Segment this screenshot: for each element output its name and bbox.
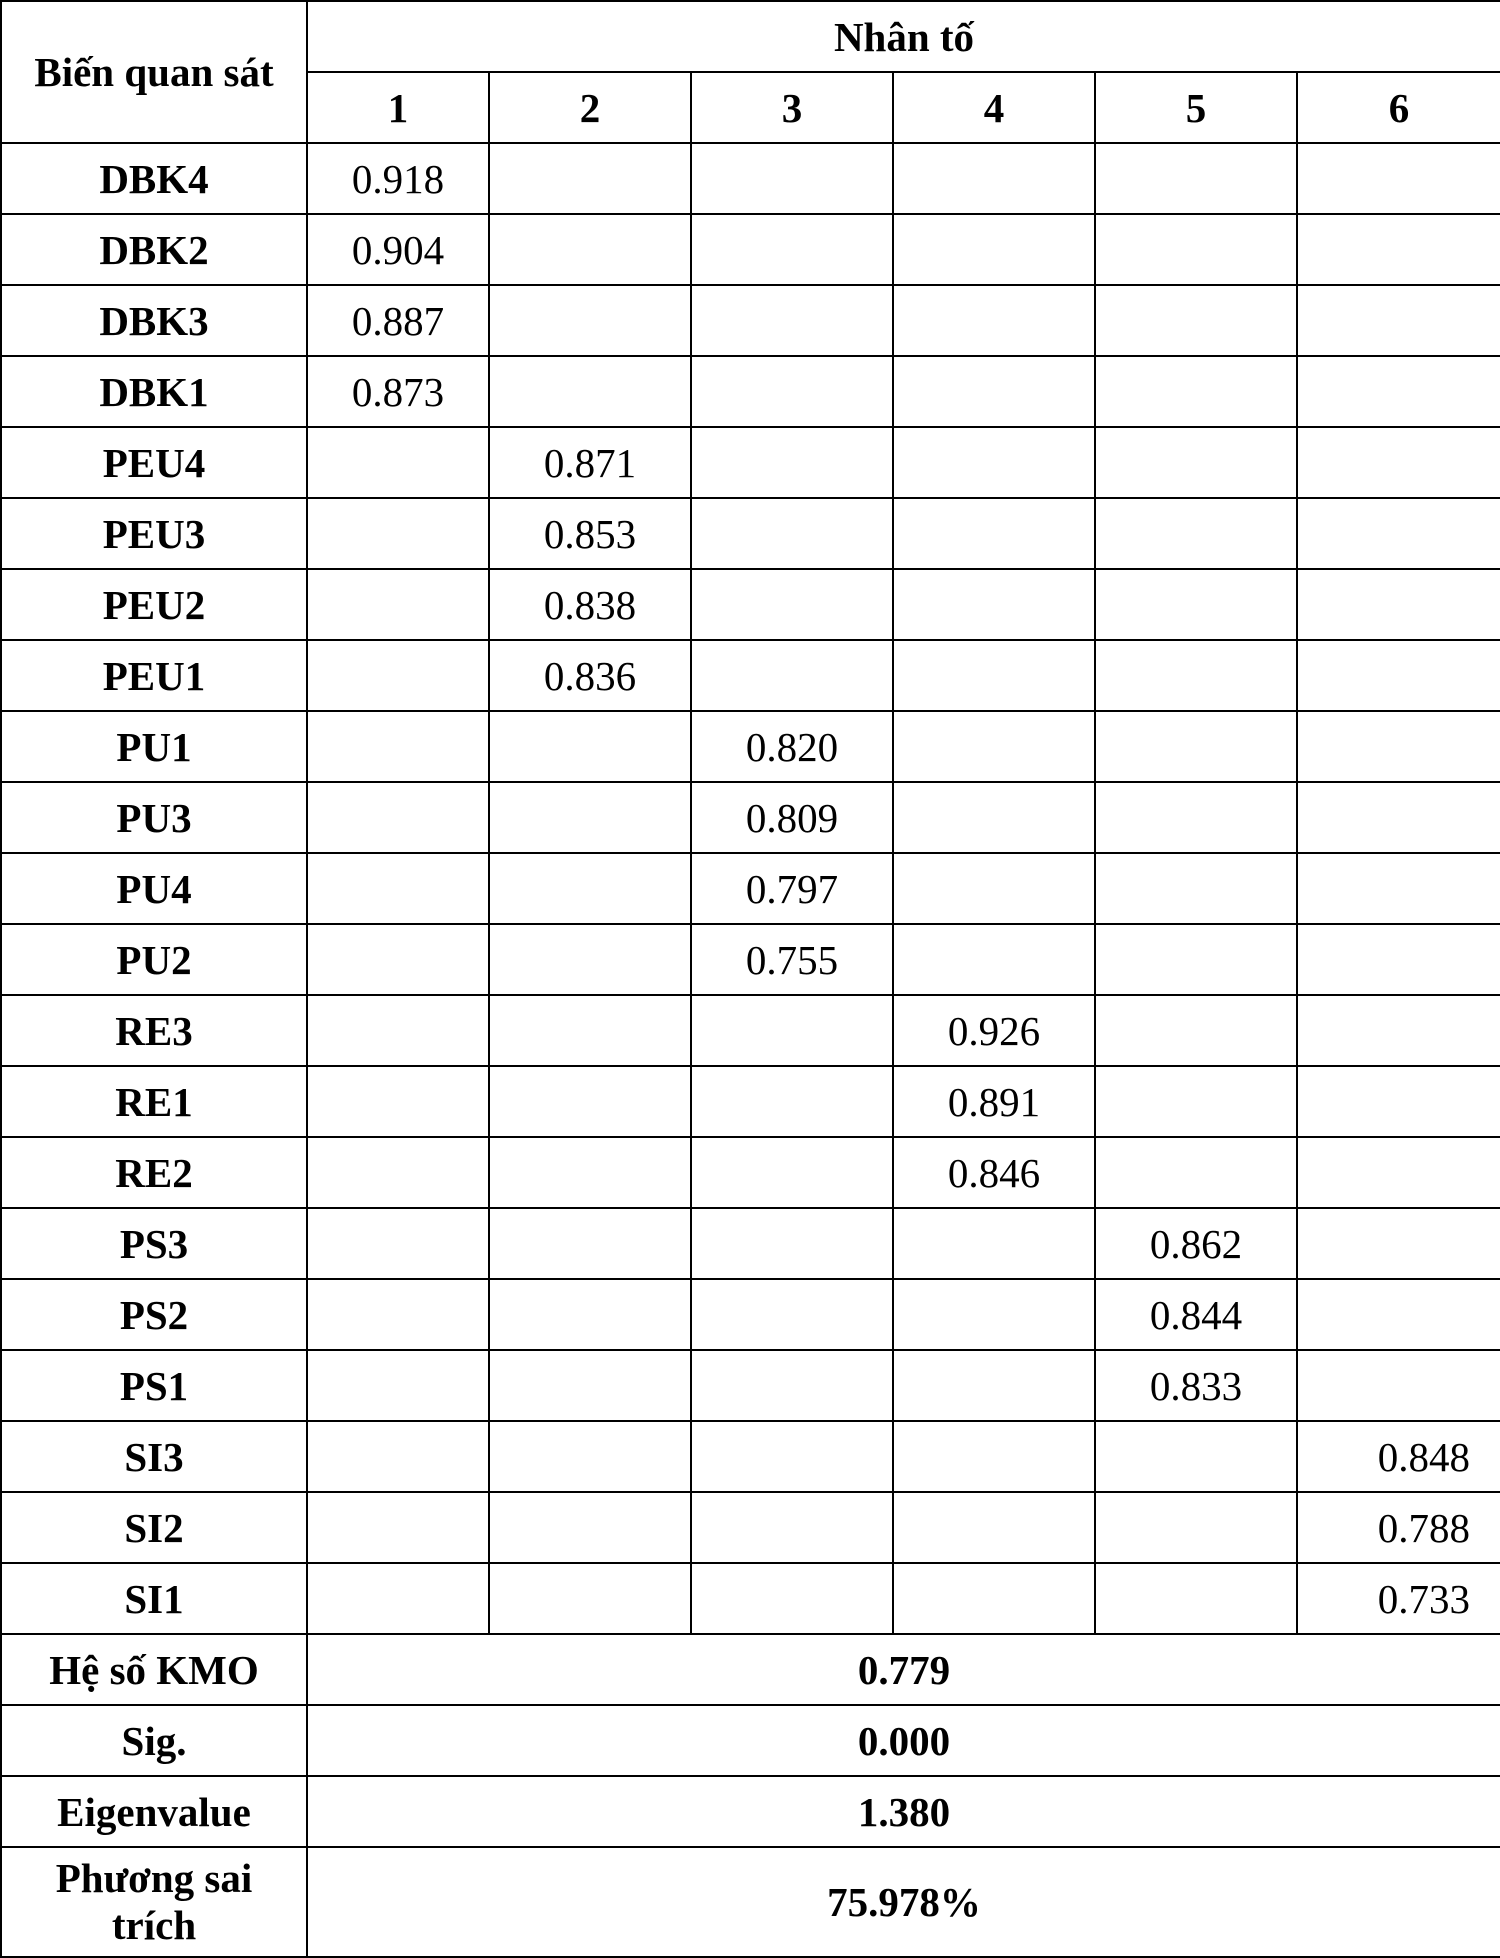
factor-number-1: 1 [307, 72, 489, 143]
variable-name: RE1 [1, 1066, 307, 1137]
factor-number-2: 2 [489, 72, 691, 143]
loading-cell [893, 143, 1095, 214]
table-row [1, 782, 1500, 853]
variable-name: SI2 [1, 1492, 307, 1563]
factor-number-6: 6 [1297, 72, 1500, 143]
loading-cell [893, 924, 1095, 995]
loading-cell [489, 924, 691, 995]
loading-cell [307, 498, 489, 569]
variable-name: PEU2 [1, 569, 307, 640]
table-row [1, 1421, 1500, 1492]
variable-name: PU2 [1, 924, 307, 995]
loading-cell [1095, 640, 1297, 711]
variable-name: DBK3 [1, 285, 307, 356]
loading-cell [307, 924, 489, 995]
loading-cell [307, 427, 489, 498]
loading-cell: 0.836 [489, 640, 691, 711]
loading-cell [691, 1208, 893, 1279]
summary-label: Eigenvalue [1, 1776, 307, 1847]
loading-cell [893, 1350, 1095, 1421]
summary-label: Sig. [1, 1705, 307, 1776]
loading-cell [307, 853, 489, 924]
loading-cell [1095, 143, 1297, 214]
loading-cell [489, 1350, 691, 1421]
variable-name: PU3 [1, 782, 307, 853]
summary-row [1, 1776, 1500, 1847]
factor-header: Nhân tố [307, 1, 1500, 72]
loading-cell: 0.873 [307, 356, 489, 427]
loading-cell [1297, 214, 1500, 285]
loading-cell [489, 143, 691, 214]
loading-cell: 0.797 [691, 853, 893, 924]
table-row [1, 498, 1500, 569]
loading-cell [691, 214, 893, 285]
loading-cell [691, 1563, 893, 1634]
loading-cell [691, 1350, 893, 1421]
loading-cell [307, 1350, 489, 1421]
summary-label: Hệ số KMO [1, 1634, 307, 1705]
loading-cell [1297, 1279, 1500, 1350]
loading-cell [691, 143, 893, 214]
loading-cell: 0.788 [1297, 1492, 1500, 1563]
loading-cell: 0.887 [307, 285, 489, 356]
loading-cell [1297, 356, 1500, 427]
loading-cell [489, 1208, 691, 1279]
variable-name: SI3 [1, 1421, 307, 1492]
loading-cell: 0.820 [691, 711, 893, 782]
variable-name: PU1 [1, 711, 307, 782]
table-row [1, 143, 1500, 214]
table-row [1, 711, 1500, 782]
loading-cell [1297, 853, 1500, 924]
loading-cell: 0.833 [1095, 1350, 1297, 1421]
table-row [1, 1208, 1500, 1279]
loading-cell [489, 782, 691, 853]
factor-number-5: 5 [1095, 72, 1297, 143]
variable-name: PS2 [1, 1279, 307, 1350]
loading-cell: 0.926 [893, 995, 1095, 1066]
loading-cell [691, 285, 893, 356]
table-row [1, 1279, 1500, 1350]
table-row [1, 214, 1500, 285]
summary-row [1, 1634, 1500, 1705]
loading-cell [691, 569, 893, 640]
loading-cell [691, 1279, 893, 1350]
loading-cell [1297, 285, 1500, 356]
loading-cell [1095, 1137, 1297, 1208]
loading-cell: 0.733 [1297, 1563, 1500, 1634]
table-row [1, 640, 1500, 711]
loading-cell [1297, 1208, 1500, 1279]
variable-header: Biến quan sát [1, 1, 307, 143]
loading-cell [1095, 1492, 1297, 1563]
loading-cell [893, 356, 1095, 427]
loading-cell [489, 1066, 691, 1137]
loading-cell [691, 1492, 893, 1563]
loading-cell: 0.862 [1095, 1208, 1297, 1279]
loading-cell [489, 356, 691, 427]
loading-cell [307, 711, 489, 782]
loading-cell [691, 1421, 893, 1492]
summary-row [1, 1705, 1500, 1776]
loading-cell [1095, 1421, 1297, 1492]
loading-cell [1297, 711, 1500, 782]
loading-cell [893, 1279, 1095, 1350]
loading-cell [1095, 711, 1297, 782]
loading-cell [1095, 995, 1297, 1066]
loading-cell [893, 853, 1095, 924]
loading-cell [893, 285, 1095, 356]
loading-cell [489, 711, 691, 782]
table-row [1, 924, 1500, 995]
loading-cell [307, 1279, 489, 1350]
variable-name: DBK4 [1, 143, 307, 214]
summary-body [1, 1634, 1500, 1957]
loading-cell [307, 1066, 489, 1137]
loading-cell [1095, 356, 1297, 427]
variable-name: DBK1 [1, 356, 307, 427]
loading-cell [1297, 924, 1500, 995]
loading-cell [1297, 1137, 1500, 1208]
loading-cell [307, 640, 489, 711]
loading-cell [307, 782, 489, 853]
loading-cell [307, 1563, 489, 1634]
loading-cell: 0.844 [1095, 1279, 1297, 1350]
loading-cell [893, 1421, 1095, 1492]
loading-cell [1297, 1350, 1500, 1421]
loading-cell [893, 498, 1095, 569]
loading-cell [307, 569, 489, 640]
variable-name: PEU3 [1, 498, 307, 569]
table-row [1, 356, 1500, 427]
variable-name: RE3 [1, 995, 307, 1066]
loading-cell [1095, 285, 1297, 356]
loading-cell: 0.904 [307, 214, 489, 285]
loading-cell [1297, 782, 1500, 853]
loading-cell: 0.755 [691, 924, 893, 995]
loading-cell: 0.918 [307, 143, 489, 214]
table-row [1, 1492, 1500, 1563]
table-row [1, 427, 1500, 498]
variable-name: SI1 [1, 1563, 307, 1634]
table-row [1, 1066, 1500, 1137]
loading-cell [1095, 1066, 1297, 1137]
loading-cell [1095, 924, 1297, 995]
loading-cell [307, 1208, 489, 1279]
summary-value: 0.000 [307, 1705, 1500, 1776]
header-row-top [1, 1, 1500, 72]
loading-cell [691, 356, 893, 427]
loading-cell [1095, 569, 1297, 640]
table-row [1, 1563, 1500, 1634]
variable-name: PU4 [1, 853, 307, 924]
table-row [1, 853, 1500, 924]
table-row [1, 1350, 1500, 1421]
loading-cell [1297, 1066, 1500, 1137]
loading-cell [489, 995, 691, 1066]
summary-row [1, 1847, 1500, 1957]
loading-cell [893, 782, 1095, 853]
loading-cell [1297, 427, 1500, 498]
loading-cell [1095, 853, 1297, 924]
loading-cell [1297, 498, 1500, 569]
summary-value: 1.380 [307, 1776, 1500, 1847]
factor-number-3: 3 [691, 72, 893, 143]
loading-cell: 0.838 [489, 569, 691, 640]
loading-cell: 0.891 [893, 1066, 1095, 1137]
loading-cell [893, 1563, 1095, 1634]
table-body [1, 143, 1500, 1634]
loading-cell [489, 1137, 691, 1208]
loading-cell [691, 1066, 893, 1137]
variable-name: PEU1 [1, 640, 307, 711]
factor-number-4: 4 [893, 72, 1095, 143]
summary-value: 0.779 [307, 1634, 1500, 1705]
loading-cell: 0.871 [489, 427, 691, 498]
loading-cell [307, 995, 489, 1066]
loading-cell [1095, 427, 1297, 498]
variable-name: PEU4 [1, 427, 307, 498]
table-row [1, 995, 1500, 1066]
loading-cell [893, 640, 1095, 711]
variable-name: PS3 [1, 1208, 307, 1279]
loading-cell [893, 1492, 1095, 1563]
loading-cell [893, 569, 1095, 640]
loading-cell [1095, 782, 1297, 853]
loading-cell [893, 1208, 1095, 1279]
loading-cell [893, 711, 1095, 782]
loading-cell [489, 1279, 691, 1350]
loading-cell [893, 427, 1095, 498]
loading-cell: 0.809 [691, 782, 893, 853]
loading-cell [489, 853, 691, 924]
loading-cell [691, 995, 893, 1066]
loading-cell: 0.848 [1297, 1421, 1500, 1492]
loading-cell [1297, 569, 1500, 640]
loading-cell [307, 1421, 489, 1492]
table-row [1, 285, 1500, 356]
variable-name: PS1 [1, 1350, 307, 1421]
loading-cell [489, 1421, 691, 1492]
table-row [1, 1137, 1500, 1208]
loading-cell [691, 498, 893, 569]
loading-cell [489, 1492, 691, 1563]
loading-cell: 0.853 [489, 498, 691, 569]
loading-cell [489, 285, 691, 356]
loading-cell [489, 1563, 691, 1634]
loading-cell [307, 1492, 489, 1563]
loading-cell [893, 214, 1095, 285]
loading-cell [307, 1137, 489, 1208]
loading-cell [691, 1137, 893, 1208]
summary-value: 75.978% [307, 1847, 1500, 1957]
loading-cell [691, 640, 893, 711]
loading-cell [489, 214, 691, 285]
loading-cell [1297, 995, 1500, 1066]
loading-cell [691, 427, 893, 498]
loading-cell [1095, 498, 1297, 569]
loading-cell: 0.846 [893, 1137, 1095, 1208]
loading-cell [1095, 1563, 1297, 1634]
loading-cell [1297, 640, 1500, 711]
variable-name: RE2 [1, 1137, 307, 1208]
table-row [1, 569, 1500, 640]
summary-label: Phương sai trích [1, 1847, 307, 1957]
loading-cell [1095, 214, 1297, 285]
loading-cell [1297, 143, 1500, 214]
variable-name: DBK2 [1, 214, 307, 285]
